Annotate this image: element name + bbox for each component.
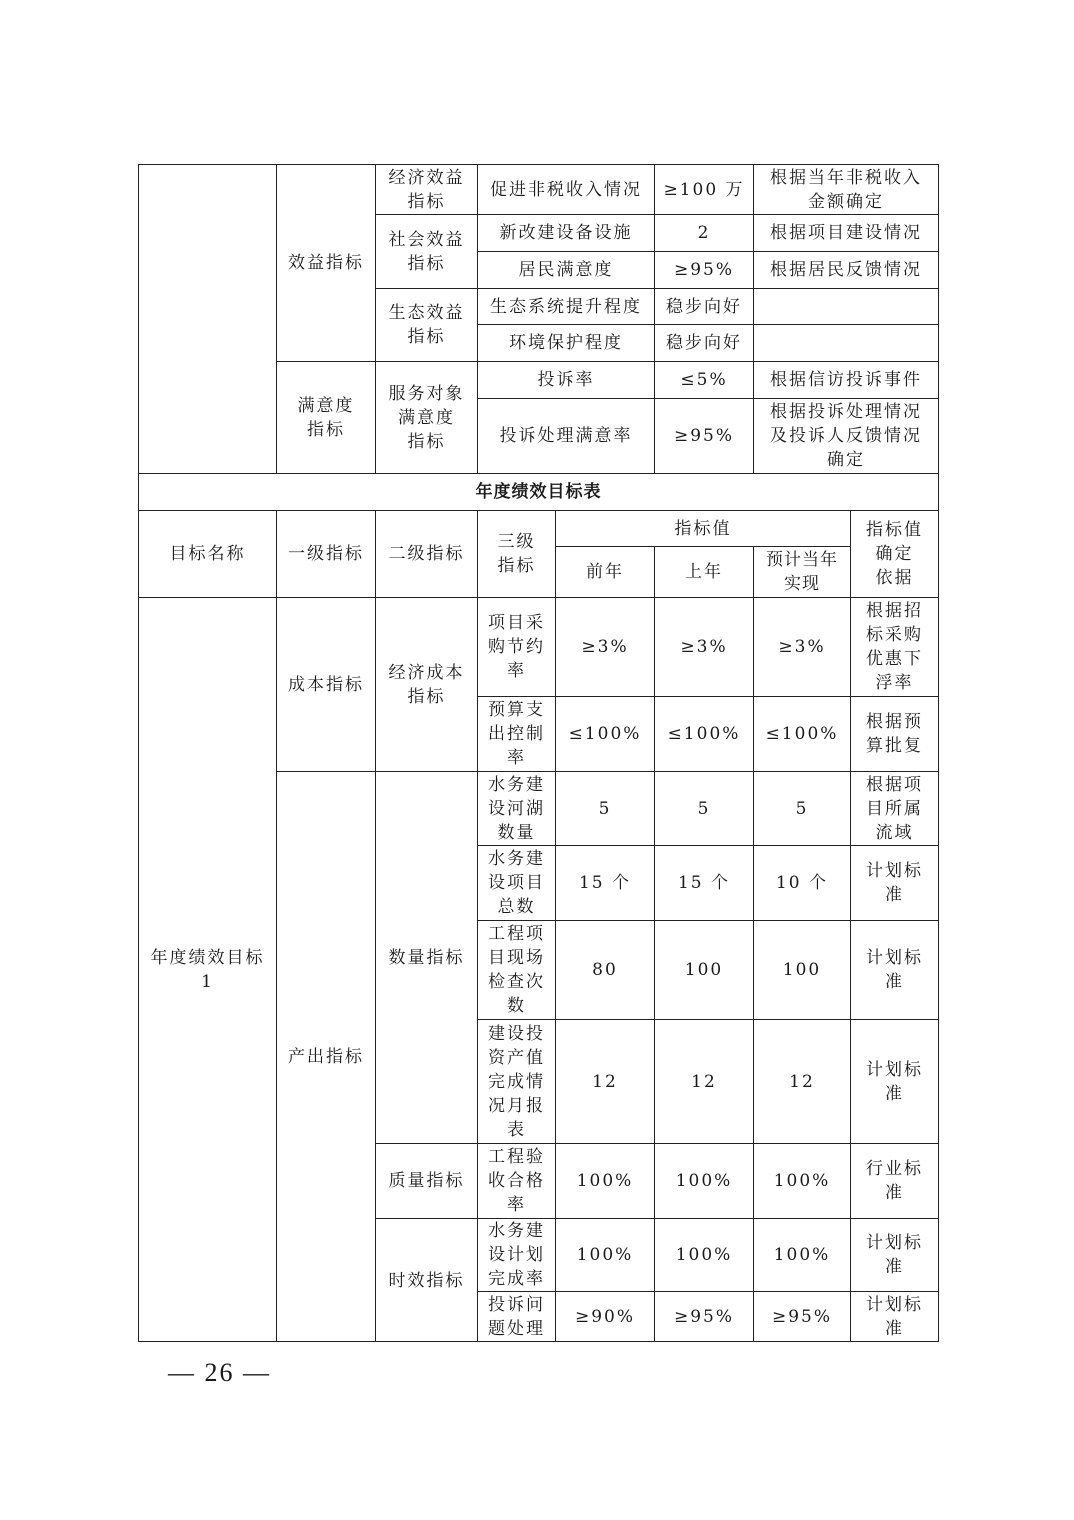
table-right-border bbox=[938, 164, 939, 1342]
social-benefit-level2: 社会效益 指标 bbox=[375, 214, 477, 288]
level3-item: 投诉率 bbox=[477, 361, 654, 398]
goal-name: 年度绩效目标 1 bbox=[138, 597, 276, 1342]
target-value: ≤5% bbox=[654, 361, 753, 398]
target-value: ≥100 万 bbox=[654, 164, 753, 214]
level3-item: 项目采 购节约 率 bbox=[477, 597, 555, 696]
value-basis: 根据招 标采购 优惠下 浮率 bbox=[850, 597, 938, 696]
prev-year-value: 80 bbox=[555, 920, 654, 1019]
value-basis: 根据项 目所属 流域 bbox=[850, 771, 938, 845]
value-basis: 根据投诉处理情况 及投诉人反馈情况 确定 bbox=[753, 398, 938, 473]
header-current-year: 预计当年 实现 bbox=[753, 546, 850, 597]
target-value: 稳步向好 bbox=[654, 288, 753, 324]
timeliness-level2: 时效指标 bbox=[375, 1218, 477, 1342]
level3-item: 水务建 设河湖 数量 bbox=[477, 771, 555, 845]
satisfaction-level1: 满意度 指标 bbox=[276, 361, 375, 473]
last-year-value: ≤100% bbox=[654, 696, 753, 771]
value-basis: 计划标 准 bbox=[850, 1218, 938, 1291]
prev-year-value: 5 bbox=[555, 771, 654, 845]
prev-year-value: ≥90% bbox=[555, 1291, 654, 1342]
level3-item: 新改建设备设施 bbox=[477, 214, 654, 251]
level3-item: 居民满意度 bbox=[477, 251, 654, 288]
value-basis: 行业标 准 bbox=[850, 1143, 938, 1218]
last-year-value: 100 bbox=[654, 920, 753, 1019]
header-last-year: 上年 bbox=[654, 546, 753, 597]
level3-item: 投诉处理满意率 bbox=[477, 398, 654, 473]
value-basis: 根据信访投诉事件 bbox=[753, 361, 938, 398]
value-basis: 计划标 准 bbox=[850, 845, 938, 920]
level3-item: 投诉问 题处理 bbox=[477, 1291, 555, 1342]
last-year-value: 15 个 bbox=[654, 845, 753, 920]
value-basis: 计划标 准 bbox=[850, 1019, 938, 1143]
header-level2: 二级指标 bbox=[375, 510, 477, 597]
header-goal-name: 目标名称 bbox=[138, 510, 276, 597]
prev-year-value: ≤100% bbox=[555, 696, 654, 771]
level3-item: 工程项 目现场 检查次 数 bbox=[477, 920, 555, 1019]
current-year-value: 100% bbox=[753, 1218, 850, 1291]
level3-item: 预算支 出控制 率 bbox=[477, 696, 555, 771]
target-value: ≥95% bbox=[654, 251, 753, 288]
level3-item: 促进非税收入情况 bbox=[477, 164, 654, 214]
current-year-value: 12 bbox=[753, 1019, 850, 1143]
last-year-value: ≥95% bbox=[654, 1291, 753, 1342]
annual-table-title: 年度绩效目标表 bbox=[138, 473, 938, 510]
target-value: ≥95% bbox=[654, 398, 753, 473]
current-year-value: ≥95% bbox=[753, 1291, 850, 1342]
last-year-value: 100% bbox=[654, 1143, 753, 1218]
header-level1: 一级指标 bbox=[276, 510, 375, 597]
indicator-table bbox=[138, 164, 938, 1342]
prev-year-value: ≥3% bbox=[555, 597, 654, 696]
level3-item: 建设投 资产值 完成情 况月报 表 bbox=[477, 1019, 555, 1143]
value-basis: 计划标 准 bbox=[850, 1291, 938, 1342]
satisfaction-level2: 服务对象 满意度 指标 bbox=[375, 361, 477, 473]
cost-level1: 成本指标 bbox=[276, 597, 375, 771]
value-basis: 根据预 算批复 bbox=[850, 696, 938, 771]
level3-item: 生态系统提升程度 bbox=[477, 288, 654, 324]
quality-level2: 质量指标 bbox=[375, 1143, 477, 1218]
current-year-value: ≥3% bbox=[753, 597, 850, 696]
last-year-value: 5 bbox=[654, 771, 753, 845]
current-year-value: 5 bbox=[753, 771, 850, 845]
econ-benefit-level2: 经济效益 指标 bbox=[375, 164, 477, 214]
value-basis: 根据项目建设情况 bbox=[753, 214, 938, 251]
benefit-level1: 效益指标 bbox=[276, 164, 375, 361]
goal-name-cell-continued bbox=[138, 164, 276, 473]
value-basis: 根据居民反馈情况 bbox=[753, 251, 938, 288]
value-basis: 计划标 准 bbox=[850, 920, 938, 1019]
cost-level2: 经济成本 指标 bbox=[375, 597, 477, 771]
current-year-value: 100% bbox=[753, 1143, 850, 1218]
header-basis: 指标值 确定 依据 bbox=[850, 510, 938, 597]
value-basis bbox=[753, 324, 938, 361]
current-year-value: 10 个 bbox=[753, 845, 850, 920]
prev-year-value: 15 个 bbox=[555, 845, 654, 920]
table-bottom-border bbox=[138, 1341, 939, 1342]
page-number: — 26 — bbox=[168, 1358, 271, 1387]
prev-year-value: 12 bbox=[555, 1019, 654, 1143]
value-basis: 根据当年非税收入 金额确定 bbox=[753, 164, 938, 214]
target-value: 稳步向好 bbox=[654, 324, 753, 361]
current-year-value: ≤100% bbox=[753, 696, 850, 771]
value-basis bbox=[753, 288, 938, 324]
quantity-level2: 数量指标 bbox=[375, 771, 477, 1143]
prev-year-value: 100% bbox=[555, 1218, 654, 1291]
level3-item: 工程验 收合格 率 bbox=[477, 1143, 555, 1218]
prev-year-value: 100% bbox=[555, 1143, 654, 1218]
header-prev-year: 前年 bbox=[555, 546, 654, 597]
level3-item: 水务建 设项目 总数 bbox=[477, 845, 555, 920]
header-value-group: 指标值 bbox=[555, 510, 850, 546]
target-value: 2 bbox=[654, 214, 753, 251]
level3-item: 环境保护程度 bbox=[477, 324, 654, 361]
eco-benefit-level2: 生态效益 指标 bbox=[375, 288, 477, 361]
last-year-value: 12 bbox=[654, 1019, 753, 1143]
level3-item: 水务建 设计划 完成率 bbox=[477, 1218, 555, 1291]
current-year-value: 100 bbox=[753, 920, 850, 1019]
last-year-value: ≥3% bbox=[654, 597, 753, 696]
output-level1: 产出指标 bbox=[276, 771, 375, 1342]
last-year-value: 100% bbox=[654, 1218, 753, 1291]
header-level3: 三级 指标 bbox=[477, 510, 555, 597]
